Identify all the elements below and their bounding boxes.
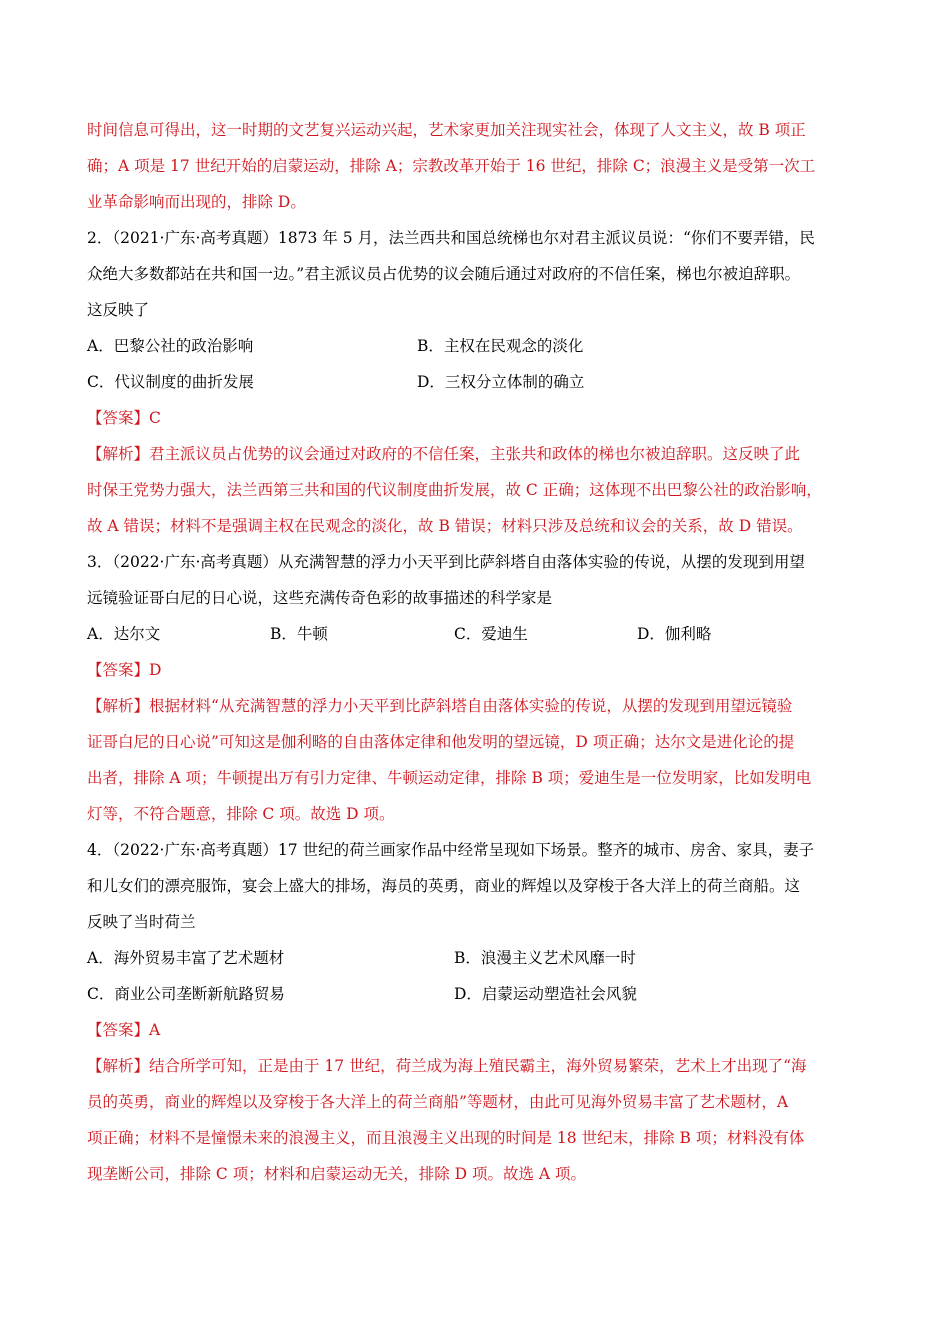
q1-analysis-line: 时间信息可得出，这一时期的文艺复兴运动兴起，艺术家更加关注现实社会，体现了人文主义，故 B 项正 <box>87 121 806 139</box>
q3-stem-line: 3．（2022·广东·高考真题）从充满智慧的浮力小天平到比萨斜塔自由落体实验的传说，从摆的发现到用望 <box>87 553 805 571</box>
q2-analysis-line: 时保王党势力强大，法兰西第三共和国的代议制度曲折发展，故 C 正确；这体现不出巴黎公社的政治影响， <box>87 481 822 499</box>
q3-analysis-line: 证哥白尼的日心说”可知这是伽利略的自由落体定律和他发明的望远镜，D 项正确；达尔文是进化论的提 <box>87 733 795 751</box>
q4-option-c: C．商业公司垄断新航路贸易 <box>87 985 285 1003</box>
q2-options-row <box>87 328 863 364</box>
q4-analysis-line: 员的英勇，商业的辉煌以及穿梭于各大洋上的荷兰商船”等题材，由此可见海外贸易丰富了艺术题材，A <box>87 1093 789 1111</box>
q3-option-c: C．爱迪生 <box>454 625 528 643</box>
q3-option-a: A．达尔文 <box>87 625 161 643</box>
q1-analysis-line: 业革命影响而出现的，排除 D。 <box>87 193 306 211</box>
q2-option-b: B．主权在民观念的淡化 <box>417 337 584 355</box>
q3-analysis-line: 【解析】根据材料“从充满智慧的浮力小天平到比萨斜塔自由落体实验的传说，从摆的发现到用望远镜验 <box>87 697 793 715</box>
q4-stem-line: 4．（2022·广东·高考真题）17 世纪的荷兰画家作品中经常呈现如下场景。整齐的城市、房舍、家具，妻子 <box>87 841 815 859</box>
q3-options-row <box>87 616 863 652</box>
q2-option-d: D．三权分立体制的确立 <box>417 373 585 391</box>
q3-analysis-line: 灯等，不符合题意，排除 C 项。故选 D 项。 <box>87 805 395 823</box>
q2-stem-line: 众绝大多数都站在共和国一边。”君主派议员占优势的议会随后通过对政府的不信任案，梯也尔被迫辞职。 <box>87 265 801 283</box>
q2-stem-line: 这反映了 <box>87 301 150 319</box>
q2-option-a: A．巴黎公社的政治影响 <box>87 337 254 355</box>
q3-option-b: B．牛顿 <box>270 625 328 643</box>
q4-analysis-line: 项正确；材料不是憧憬未来的浪漫主义，而且浪漫主义出现的时间是 18 世纪末，排除 B 项；材料没有体 <box>87 1129 805 1147</box>
q2-stem-line: 2．（2021·广东·高考真题）1873 年 5 月，法兰西共和国总统梯也尔对君主派议员说：“你们不要弄错，民 <box>87 229 815 247</box>
q2-analysis-line: 【解析】君主派议员占优势的议会通过对政府的不信任案，主张共和政体的梯也尔被迫辞职。这反映了此 <box>87 445 801 463</box>
document-page <box>87 112 863 1192</box>
q2-options-row <box>87 364 863 400</box>
q2-analysis-line: 故 A 错误；材料不是强调主权在民观念的淡化，故 B 错误；材料只涉及总统和议会的关系，故 D 错误。 <box>87 517 803 535</box>
q4-option-b: B．浪漫主义艺术风靡一时 <box>454 949 636 967</box>
q4-options-row <box>87 976 863 1012</box>
q2-answer: 【答案】C <box>87 409 161 427</box>
q3-answer: 【答案】D <box>87 661 162 679</box>
q1-analysis-line: 确；A 项是 17 世纪开始的启蒙运动，排除 A；宗教改革开始于 16 世纪，排除 C；浪漫主义是受第一次工 <box>87 157 816 175</box>
q4-stem-line: 和儿女们的漂亮服饰，宴会上盛大的排场，海员的英勇，商业的辉煌以及穿梭于各大洋上的荷兰商船。这 <box>87 877 801 895</box>
q4-analysis-line: 现垄断公司，排除 C 项；材料和启蒙运动无关，排除 D 项。故选 A 项。 <box>87 1165 587 1183</box>
q3-option-d: D．伽利略 <box>637 625 712 643</box>
q4-answer: 【答案】A <box>87 1021 161 1039</box>
q4-options-row <box>87 940 863 976</box>
q4-analysis-line: 【解析】结合所学可知，正是由于 17 世纪，荷兰成为海上殖民霸主，海外贸易繁荣，艺术上才出现了“海 <box>87 1057 807 1075</box>
q4-stem-line: 反映了当时荷兰 <box>87 913 196 931</box>
q3-analysis-line: 出者，排除 A 项；牛顿提出万有引力定律、牛顿运动定律，排除 B 项；爱迪生是一位发明家，比如发明电 <box>87 769 812 787</box>
q4-option-d: D．启蒙运动塑造社会风貌 <box>454 985 637 1003</box>
q2-option-c: C．代议制度的曲折发展 <box>87 373 254 391</box>
q3-stem-line: 远镜验证哥白尼的日心说，这些充满传奇色彩的故事描述的科学家是 <box>87 589 553 607</box>
q4-option-a: A．海外贸易丰富了艺术题材 <box>87 949 285 967</box>
